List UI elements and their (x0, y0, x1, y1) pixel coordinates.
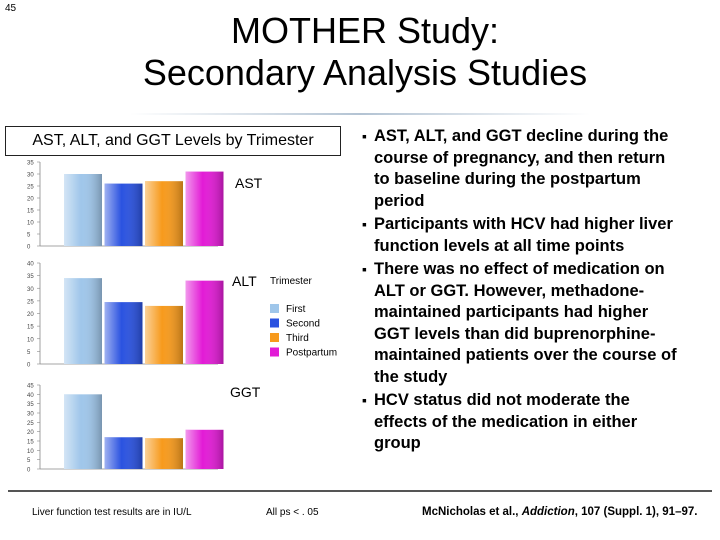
finding-bullet (362, 259, 712, 388)
y-tick-label: 10 (27, 448, 34, 455)
y-tick-label: 30 (27, 286, 34, 293)
chart-title-alt: ALT (232, 273, 257, 289)
y-tick-label: 15 (27, 324, 34, 331)
y-tick-label: 10 (27, 220, 34, 227)
liver-function-charts (0, 156, 360, 476)
citation-authors: McNicholas et al., (422, 506, 522, 518)
bar-shading (105, 184, 143, 246)
slide-title-line-1: MOTHER Study: (230, 10, 500, 51)
y-tick-label: 5 (27, 458, 31, 465)
slide-number: 45 (5, 3, 17, 14)
finding-line: function levels at all time points (374, 236, 625, 255)
bar-shading (64, 394, 102, 469)
finding-line: ▪ HCV status did not moderate the (374, 391, 630, 409)
finding-line: maintained participants had higher (374, 303, 649, 321)
legend-swatch (270, 348, 279, 357)
y-tick-label: 15 (27, 439, 34, 446)
footer-units-note: Liver function test results are in IU/L (32, 507, 192, 518)
bar-shading (64, 174, 102, 246)
y-tick-label: 20 (27, 196, 34, 203)
y-tick-label: 15 (27, 208, 34, 215)
finding-line: GGT levels than did buprenorphine- (374, 324, 656, 343)
finding-line: group (374, 434, 421, 452)
chart-title-ggt: GGT (230, 384, 261, 400)
citation-details: , 107 (Suppl. 1), 91–97. (574, 506, 698, 518)
y-tick-label: 25 (27, 184, 34, 191)
finding-line: period (374, 191, 425, 210)
y-tick-label: 25 (27, 420, 34, 427)
y-tick-label: 35 (27, 402, 34, 409)
bar-shading (64, 278, 102, 364)
y-tick-label: 20 (27, 430, 34, 437)
footer-significance-note: All ps < . 05 (266, 507, 319, 518)
y-tick-label: 10 (27, 337, 34, 344)
y-tick-label: 5 (27, 232, 31, 239)
y-tick-label: 35 (27, 160, 34, 167)
legend-title: Trimester (270, 276, 312, 287)
legend-label: Third (286, 333, 309, 344)
y-tick-label: 25 (27, 299, 34, 306)
bar-shading (186, 430, 224, 469)
finding-line: ▪ AST, ALT, and GGT decline during the (374, 127, 669, 145)
chart-heading: AST, ALT, and GGT Levels by Trimester (5, 126, 341, 156)
finding-bullet (362, 214, 712, 257)
footer-citation (422, 506, 697, 518)
y-tick-label: 45 (27, 383, 34, 390)
y-tick-label: 0 (27, 467, 31, 474)
y-tick-label: 40 (27, 261, 34, 268)
finding-line: ALT or GGT. However, methadone- (374, 281, 645, 300)
finding-bullet (362, 126, 712, 212)
y-tick-label: 20 (27, 312, 34, 318)
slide-title-line-2: Secondary Analysis Studies (142, 52, 588, 93)
legend-label: Postpartum (286, 347, 338, 359)
y-tick-label: 0 (27, 362, 31, 369)
chart-title-ast: AST (235, 175, 263, 191)
footer-divider (8, 490, 712, 492)
y-tick-label: 35 (27, 274, 34, 281)
slide-title (70, 10, 660, 94)
finding-line: course of pregnancy, and then return (374, 148, 666, 167)
bar-shading (105, 437, 143, 469)
bar-shading (145, 306, 183, 364)
bar-shading (145, 438, 183, 469)
legend-swatch (270, 304, 279, 313)
y-tick-label: 30 (27, 411, 34, 418)
bar-shading (145, 181, 183, 246)
title-underline (130, 113, 590, 115)
finding-line: the study (374, 367, 448, 386)
legend-label: Second (286, 318, 320, 330)
legend-swatch (270, 319, 279, 328)
finding-bullet (362, 390, 712, 455)
legend-swatch (270, 333, 279, 342)
finding-line: ▪ There was no effect of medication on (374, 260, 665, 278)
bar-shading (105, 302, 143, 364)
y-tick-label: 0 (27, 244, 31, 251)
finding-line: to baseline during the postpartum (374, 170, 641, 188)
y-tick-label: 5 (27, 349, 31, 356)
y-tick-label: 30 (27, 172, 34, 179)
finding-line: effects of the medication in either (374, 412, 638, 431)
finding-line: maintained patients over the course of (374, 346, 677, 364)
legend-label: First (286, 304, 306, 315)
y-tick-label: 40 (27, 392, 34, 399)
citation-journal: Addiction (521, 506, 575, 518)
bar-shading (186, 281, 224, 364)
findings-list (362, 126, 712, 457)
bar-shading (186, 172, 224, 246)
finding-line: ▪ Participants with HCV had higher liver (374, 215, 673, 233)
